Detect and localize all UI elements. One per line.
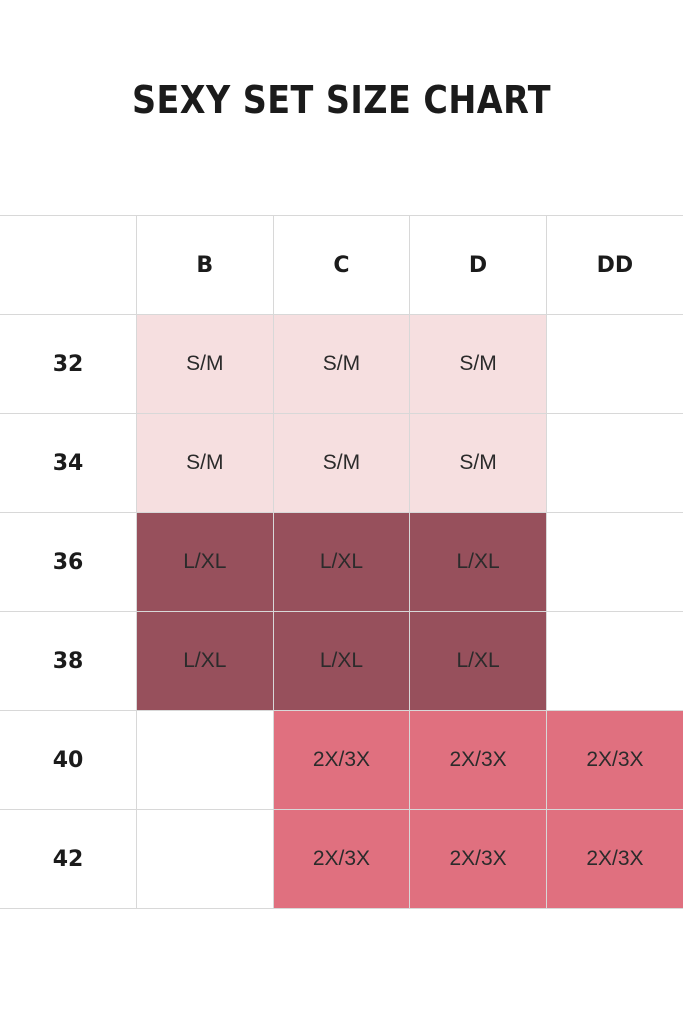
table-row bbox=[0, 810, 683, 909]
cell-34-b: S/M bbox=[137, 414, 274, 513]
row-header-42: 42 bbox=[0, 810, 137, 909]
table-row bbox=[0, 612, 683, 711]
cell-38-c: L/XL bbox=[273, 612, 410, 711]
cell-32-dd bbox=[546, 315, 683, 414]
cell-36-c: L/XL bbox=[273, 513, 410, 612]
size-chart-table bbox=[0, 215, 683, 909]
column-header-d: D bbox=[410, 216, 547, 315]
table-row bbox=[0, 315, 683, 414]
page-title: SEXY SET SIZE CHART bbox=[131, 78, 552, 122]
cell-38-dd bbox=[546, 612, 683, 711]
table-row bbox=[0, 414, 683, 513]
row-header-36: 36 bbox=[0, 513, 137, 612]
cell-36-b: L/XL bbox=[137, 513, 274, 612]
table-row bbox=[0, 513, 683, 612]
table-body bbox=[0, 315, 683, 909]
table-row bbox=[0, 711, 683, 810]
table-header-row bbox=[0, 216, 683, 315]
row-header-40: 40 bbox=[0, 711, 137, 810]
cell-40-b bbox=[137, 711, 274, 810]
cell-38-b: L/XL bbox=[137, 612, 274, 711]
cell-42-d: 2X/3X bbox=[410, 810, 547, 909]
column-header-dd: DD bbox=[546, 216, 683, 315]
cell-34-d: S/M bbox=[410, 414, 547, 513]
cell-34-dd bbox=[546, 414, 683, 513]
cell-36-dd bbox=[546, 513, 683, 612]
cell-34-c: S/M bbox=[273, 414, 410, 513]
cell-32-d: S/M bbox=[410, 315, 547, 414]
cell-32-b: S/M bbox=[137, 315, 274, 414]
row-header-38: 38 bbox=[0, 612, 137, 711]
cell-32-c: S/M bbox=[273, 315, 410, 414]
size-chart-container bbox=[0, 215, 683, 909]
table-header bbox=[0, 216, 683, 315]
cell-42-dd: 2X/3X bbox=[546, 810, 683, 909]
row-header-34: 34 bbox=[0, 414, 137, 513]
table-corner-cell bbox=[0, 216, 137, 315]
cell-36-d: L/XL bbox=[410, 513, 547, 612]
cell-42-b bbox=[137, 810, 274, 909]
column-header-b: B bbox=[137, 216, 274, 315]
cell-38-d: L/XL bbox=[410, 612, 547, 711]
column-header-c: C bbox=[273, 216, 410, 315]
cell-40-c: 2X/3X bbox=[273, 711, 410, 810]
row-header-32: 32 bbox=[0, 315, 137, 414]
cell-42-c: 2X/3X bbox=[273, 810, 410, 909]
cell-40-d: 2X/3X bbox=[410, 711, 547, 810]
cell-40-dd: 2X/3X bbox=[546, 711, 683, 810]
